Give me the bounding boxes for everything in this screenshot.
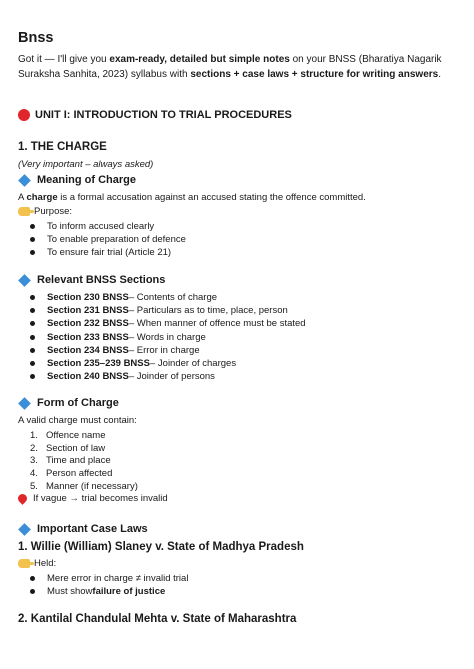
section-number: Section 240 BNSS (47, 371, 129, 383)
section-description: – Joinder of charges (149, 358, 237, 370)
item-text: Manner (if necessary) (46, 481, 138, 493)
subheading-form (18, 397, 119, 409)
bullet-icon (30, 224, 35, 229)
item-text: Offence name (46, 429, 106, 441)
section-number: Section 235–239 BNSS (47, 358, 150, 370)
list-item (30, 291, 306, 304)
section-description: – Error in charge (128, 344, 200, 356)
bullet-icon (30, 237, 35, 242)
list-item (30, 429, 138, 442)
bullet-icon (30, 321, 35, 326)
held-item-bold: failure of justice (92, 586, 166, 598)
held-label-text: Held: (34, 558, 57, 569)
subheading-meaning-label: Meaning of Charge (37, 174, 137, 186)
list-item (30, 455, 138, 468)
section-number: Section 233 BNSS (47, 331, 129, 343)
section-description: – Particulars as to time, place, person (128, 305, 288, 317)
unit-heading (18, 109, 292, 121)
list-item (30, 585, 188, 598)
list-item (30, 233, 186, 246)
case-title-2: 2. Kantilal Chandulal Mehta v. State of Maharashtra (18, 613, 297, 625)
bullet-icon (30, 308, 35, 313)
subheading-sections (18, 274, 165, 286)
bullet-icon (30, 348, 35, 353)
vague-warning-text: If vague → trial becomes invalid (33, 493, 168, 504)
pointing-hand-icon (18, 559, 30, 568)
list-item (30, 220, 186, 233)
pointing-hand-icon (18, 207, 30, 216)
pushpin-icon (16, 492, 29, 505)
intro-text-1: Got it — I'll give you (18, 54, 110, 65)
list-item (30, 331, 306, 344)
blue-diamond-icon (18, 523, 31, 536)
held-item-text: Must show (47, 586, 93, 598)
bullet-icon (30, 250, 35, 255)
importance-note: (Very important – always asked) (18, 159, 154, 170)
subheading-meaning (18, 174, 136, 186)
item-text: Person affected (46, 468, 113, 480)
subheading-cases-label: Important Case Laws (37, 523, 148, 535)
section-description: – Contents of charge (128, 292, 218, 304)
held-label (18, 558, 56, 569)
held-item-text: Mere error in charge ≠ invalid trial (47, 573, 189, 585)
red-circle-icon (18, 109, 30, 121)
vague-warning (18, 493, 168, 504)
section-number: Section 231 BNSS (47, 305, 129, 317)
bullet-icon (30, 589, 35, 594)
unit-title: UNIT I: INTRODUCTION TO TRIAL PROCEDURES (35, 109, 292, 121)
section-number: Section 230 BNSS (47, 292, 129, 304)
bullet-icon (30, 295, 35, 300)
section-number: Section 232 BNSS (47, 318, 129, 330)
charge-definition (18, 192, 366, 203)
item-text: Time and place (46, 455, 111, 467)
form-lead: A valid charge must contain: (18, 415, 137, 426)
list-item (30, 480, 138, 493)
form-requirements-list (30, 429, 138, 493)
list-item (30, 370, 306, 383)
list-item (30, 467, 138, 480)
list-item (30, 442, 138, 455)
subheading-sections-label: Relevant BNSS Sections (37, 274, 166, 286)
definition-text-pre: A (18, 192, 27, 203)
definition-bold: charge (26, 192, 58, 203)
item-number: 1. (30, 429, 38, 441)
intro-text-2: on your BNSS (Bharatiya Nagarik Suraksha Sanhita, 2023) syllabus with (18, 54, 442, 80)
item-number: 4. (30, 468, 38, 480)
intro-paragraph (18, 52, 458, 82)
section-description: – When manner of offence must be stated (128, 318, 306, 330)
document-title: Bnss (18, 30, 54, 46)
bullet-icon (30, 374, 35, 379)
intro-bold-1: exam-ready, detailed but simple notes (109, 54, 290, 65)
intro-text-3: . (438, 69, 441, 80)
purpose-label (18, 206, 72, 217)
list-item (30, 246, 186, 259)
list-item (30, 304, 306, 317)
bullet-icon (30, 361, 35, 366)
item-number: 5. (30, 481, 38, 493)
list-item (30, 317, 306, 330)
list-item (30, 344, 306, 357)
blue-diamond-icon (18, 174, 31, 187)
definition-text-post: is a formal accusation against an accused stating the offence committed. (57, 192, 366, 203)
section-number: Section 234 BNSS (47, 344, 129, 356)
subheading-cases (18, 523, 148, 535)
purpose-label-text: Purpose: (34, 206, 73, 217)
sections-list (30, 291, 306, 383)
section-heading-charge: 1. THE CHARGE (18, 141, 107, 153)
held-list (30, 572, 188, 598)
purpose-item-text: To inform accused clearly (47, 221, 155, 233)
subheading-form-label: Form of Charge (37, 397, 119, 409)
blue-diamond-icon (18, 397, 31, 410)
intro-bold-2: sections + case laws + structure for writing answers (190, 69, 439, 80)
bullet-icon (30, 576, 35, 581)
section-description: – Words in charge (128, 331, 206, 343)
list-item (30, 357, 306, 370)
item-number: 3. (30, 455, 38, 467)
item-text: Section of law (46, 442, 106, 454)
bullet-icon (30, 335, 35, 340)
purpose-list (30, 220, 186, 260)
purpose-item-text: To ensure fair trial (Article 21) (47, 247, 172, 259)
blue-diamond-icon (18, 274, 31, 287)
item-number: 2. (30, 442, 38, 454)
section-description: – Joinder of persons (128, 371, 215, 383)
purpose-item-text: To enable preparation of defence (47, 234, 186, 246)
case-title-1: 1. Willie (William) Slaney v. State of Madhya Pradesh (18, 541, 304, 553)
list-item (30, 572, 188, 585)
